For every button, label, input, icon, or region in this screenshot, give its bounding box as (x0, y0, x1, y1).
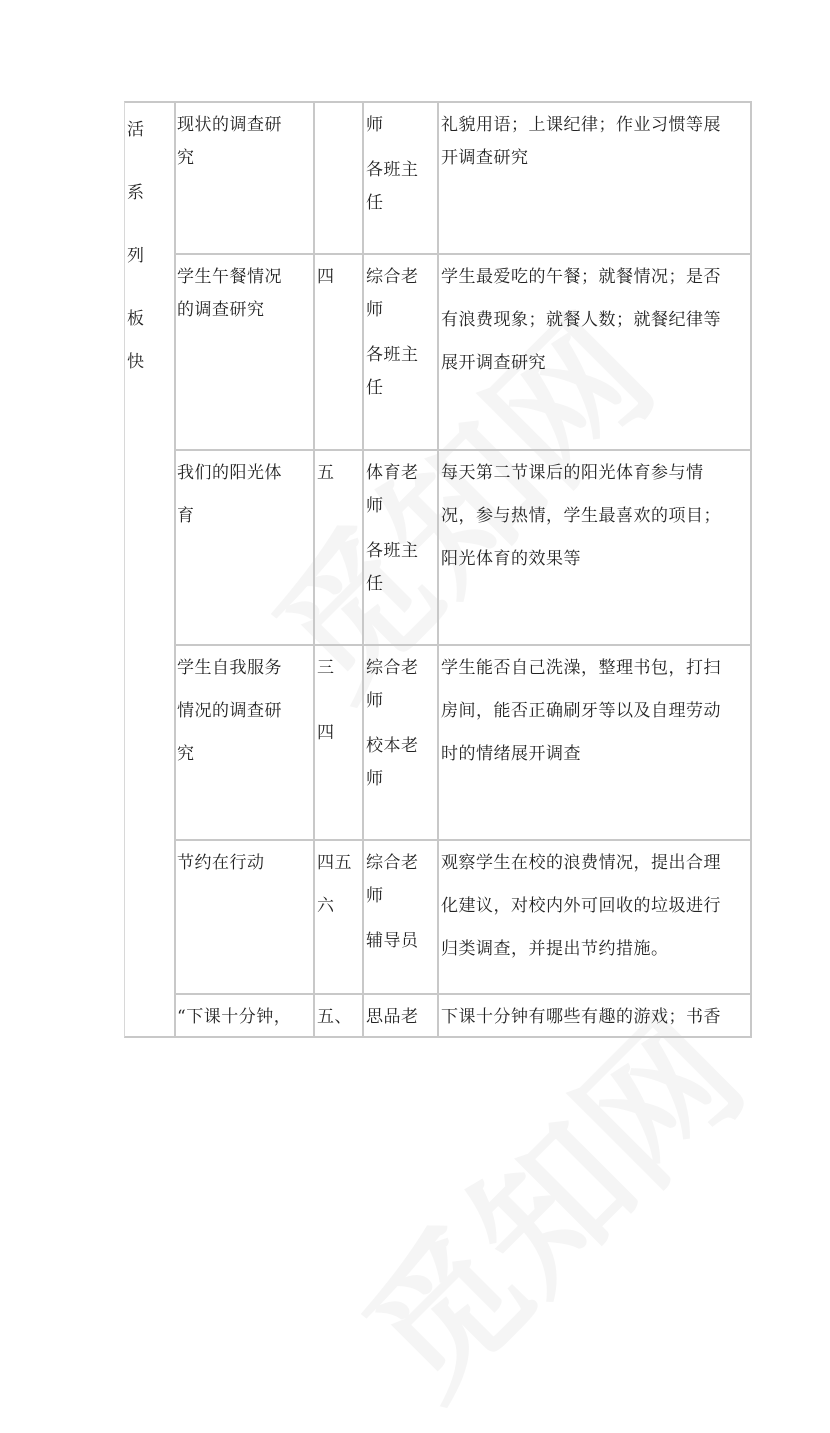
teacher-cell: 综合老 师 各班主 任 (366, 267, 419, 398)
grade-cell: 四 (317, 267, 335, 287)
content-cell: 下课十分钟有哪些有趣的游戏；书香 (441, 1007, 721, 1027)
grade-cell: 三 四 (317, 658, 335, 743)
col-divider (174, 103, 176, 1036)
grade-cell: 四五 六 (317, 853, 352, 916)
side-label-char: 板 (127, 309, 144, 329)
content-cell: 观察学生在校的浪费情况，提出合理 化建议，对校内外可回收的垃圾进行 归类调查，并提出节约措施。 (441, 853, 721, 959)
topic-cell: 现状的调查研 究 (177, 115, 282, 168)
grade-cell: 五 (317, 463, 335, 483)
topic-cell: 学生午餐情况 的调查研究 (177, 267, 282, 320)
teacher-cell: 师 各班主 任 (366, 115, 419, 213)
side-label-char: 快 (127, 352, 144, 372)
content-cell: 学生最爱吃的午餐；就餐情况；是否 有浪费现象；就餐人数；就餐纪律等 展开调查研究 (441, 267, 721, 373)
side-label-char: 系 (127, 183, 144, 203)
topic-cell: “下课十分钟， (177, 1007, 292, 1027)
col-divider (437, 103, 439, 1036)
col-divider (313, 103, 315, 1036)
teacher-cell: 综合老 师 校本老 师 (366, 658, 419, 789)
content-cell: 学生能否自己洗澡，整理书包，打扫 房间，能否正确刷牙等以及自理劳动 时的情绪展开调查 (441, 658, 721, 764)
side-label-char: 列 (127, 246, 144, 266)
topic-cell: 学生自我服务 情况的调查研 究 (177, 658, 282, 764)
row-divider (174, 993, 750, 995)
row-divider (174, 449, 750, 451)
grade-cell: 五、 (317, 1007, 352, 1027)
content-cell: 礼貌用语；上课纪律；作业习惯等展 开调查研究 (441, 115, 721, 168)
row-divider (174, 644, 750, 646)
side-label-char: 活 (127, 120, 144, 140)
content-cell: 每天第二节课后的阳光体育参与情 况，参与热情，学生最喜欢的项目； 阳光体育的效果等 (441, 463, 721, 569)
topic-cell: 节约在行动 (177, 853, 265, 873)
row-divider (174, 839, 750, 841)
activity-table (124, 101, 752, 1038)
teacher-cell: 综合老 师 辅导员 (366, 853, 419, 951)
teacher-cell: 思品老 (366, 1007, 419, 1027)
teacher-cell: 体育老 师 各班主 任 (366, 463, 419, 594)
row-divider (174, 253, 750, 255)
topic-cell: 我们的阳光体 育 (177, 463, 282, 526)
col-divider (362, 103, 364, 1036)
